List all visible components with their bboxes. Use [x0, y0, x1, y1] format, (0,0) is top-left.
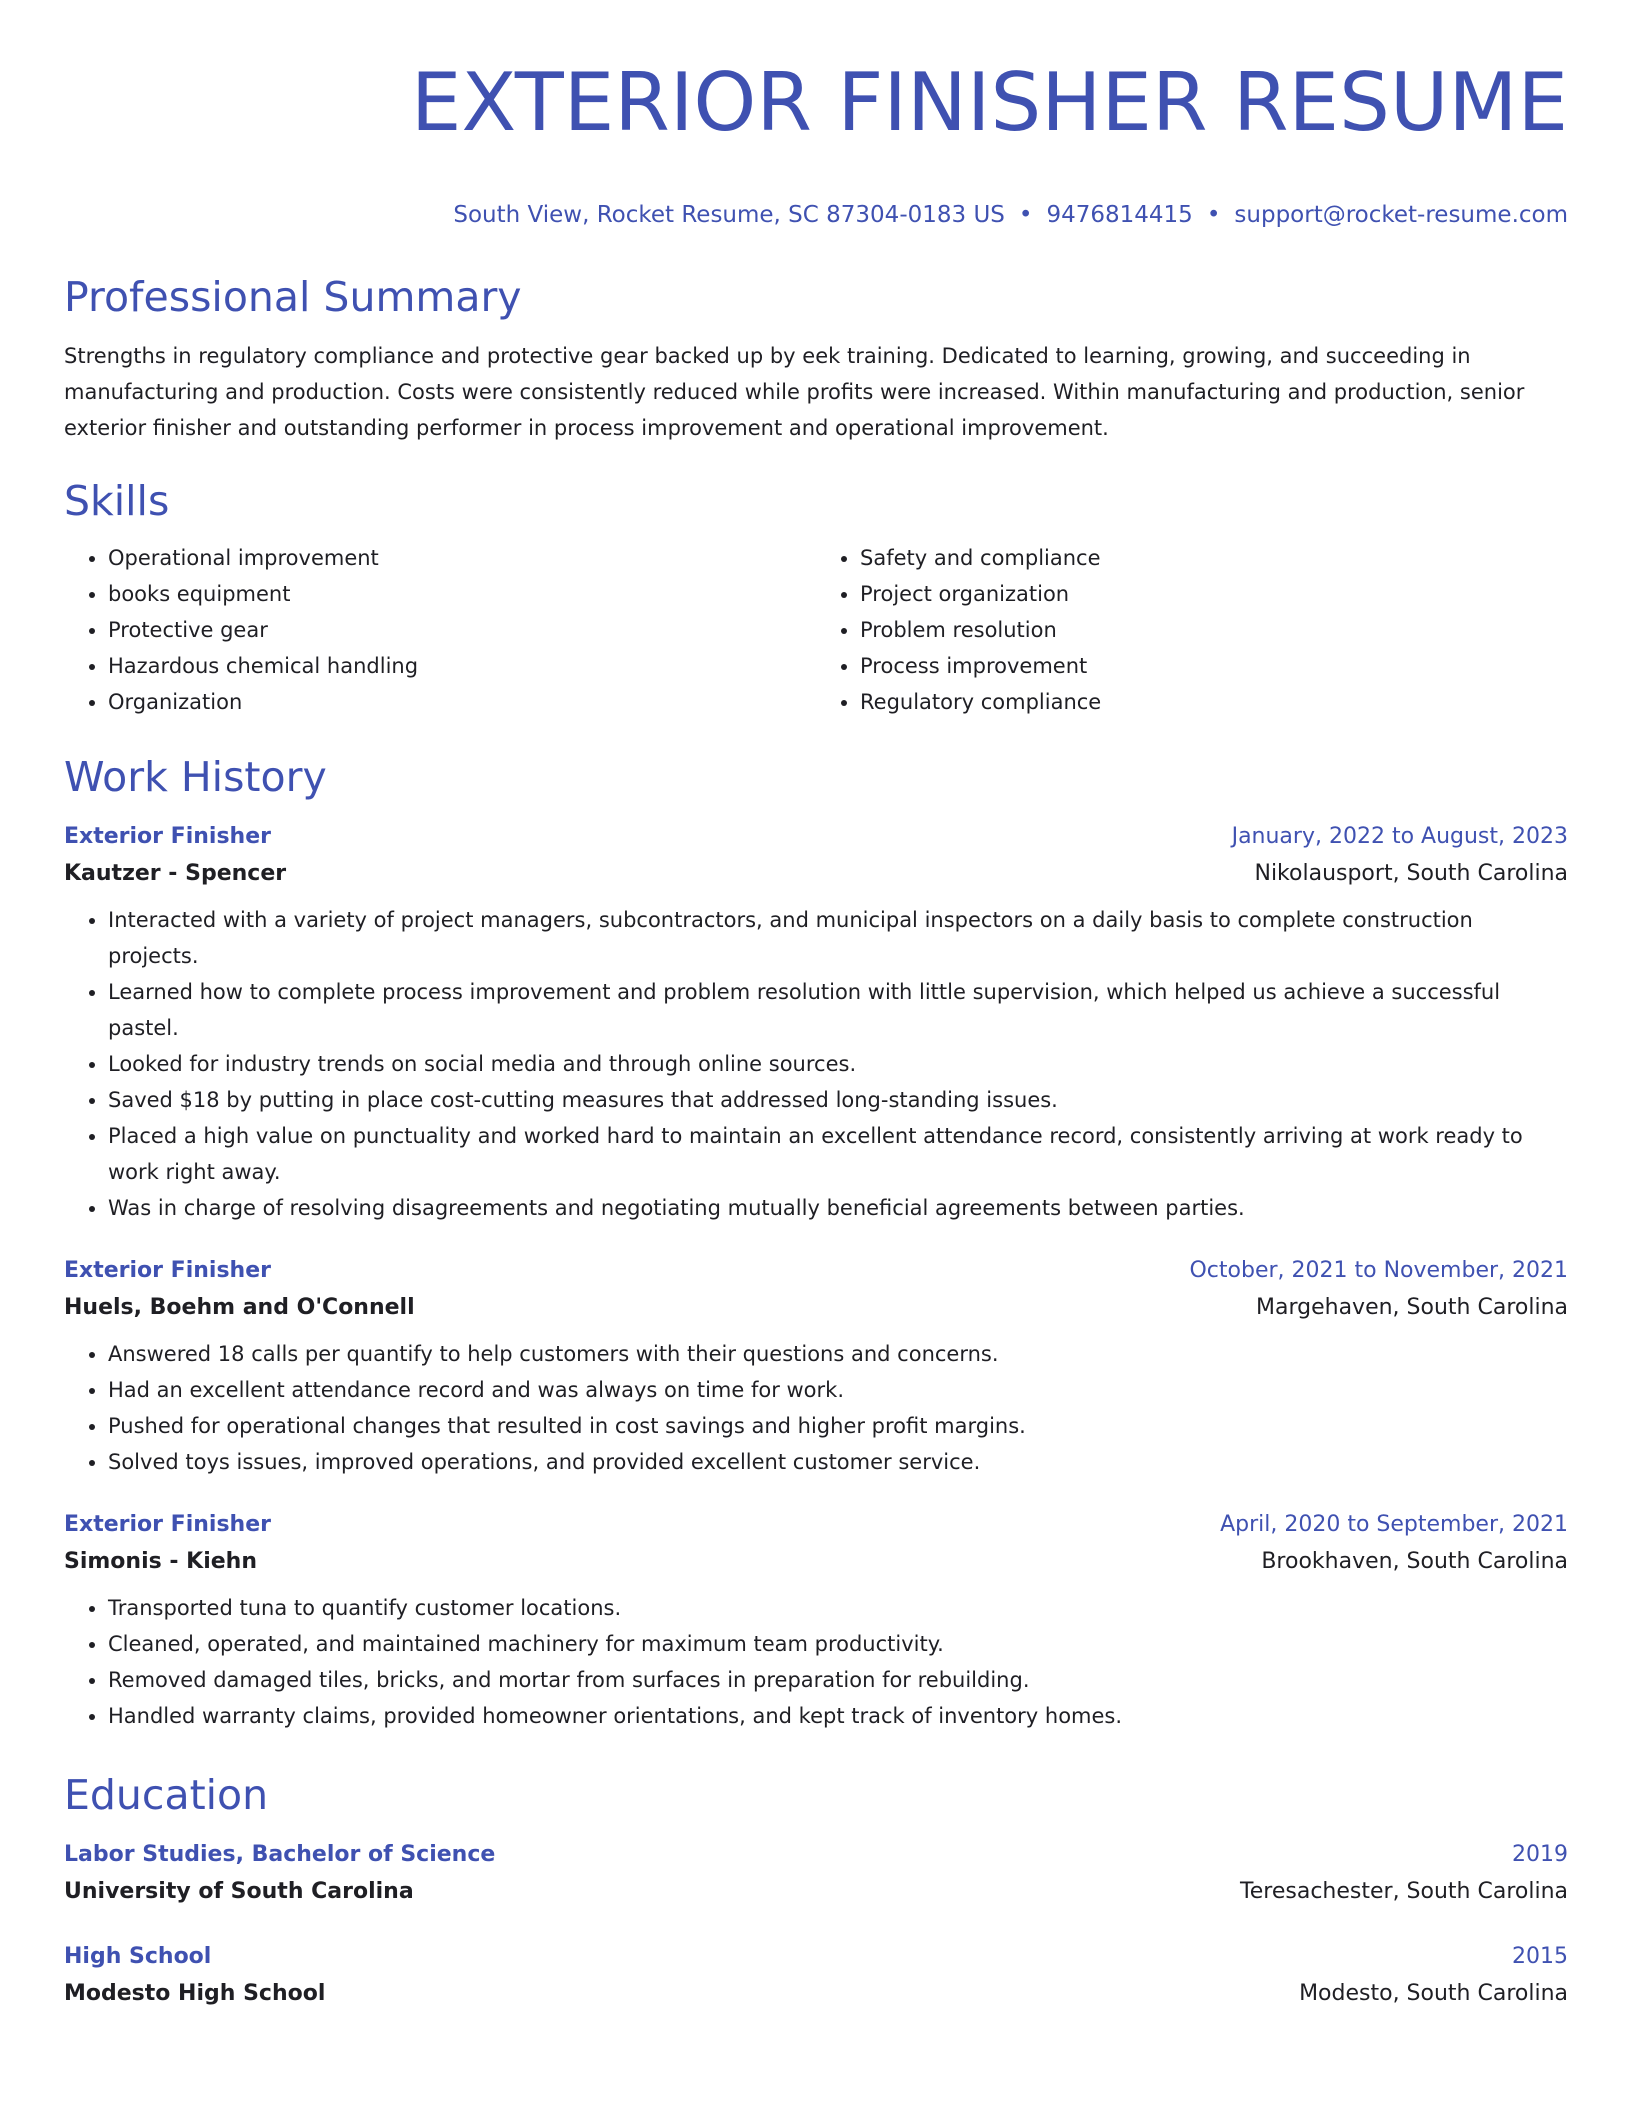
job-bullet: • Handled warranty claims, provided homeowner orientations, and kept track of inventory homes. [108, 1698, 1568, 1734]
separator-dot: • [1018, 202, 1033, 228]
summary-heading: Professional Summary [64, 273, 522, 321]
job-company: Huels, Boehm and O'Connell [64, 1295, 415, 1320]
skill-item: • Operational improvement [108, 540, 816, 576]
education-entry [64, 1838, 1568, 1912]
education-school: Modesto High School [64, 1981, 326, 2006]
skill-item: • Project organization [860, 576, 1568, 612]
job-location: Margehaven, South Carolina [1256, 1295, 1568, 1320]
education-location: Teresachester, South Carolina [1240, 1879, 1568, 1904]
skill-item: • books equipment [108, 576, 816, 612]
job-entry [64, 1508, 1568, 1734]
job-bullets [64, 1590, 1568, 1734]
contact-line [64, 200, 1568, 230]
job-company: Kautzer - Spencer [64, 861, 287, 886]
skill-item: • Hazardous chemical handling [108, 648, 816, 684]
phone-number: 9476814415 [1046, 202, 1193, 228]
job-bullet: • Pushed for operational changes that resulted in cost savings and higher profit margins. [108, 1408, 1568, 1444]
education-year: 2019 [1512, 1842, 1568, 1867]
job-bullet: • Interacted with a variety of project managers, subcontractors, and municipal inspectors on a daily basis to complete construction projects. [108, 902, 1568, 974]
skill-item: • Regulatory compliance [860, 684, 1568, 720]
job-bullet: • Was in charge of resolving disagreements and negotiating mutually beneficial agreements between parties. [108, 1190, 1568, 1226]
job-bullet: • Saved $18 by putting in place cost-cutting measures that addressed long-standing issues. [108, 1082, 1568, 1118]
job-bullet: • Removed damaged tiles, bricks, and mortar from surfaces in preparation for rebuilding. [108, 1662, 1568, 1698]
education-degree: Labor Studies, Bachelor of Science [64, 1842, 496, 1867]
skill-item: • Safety and compliance [860, 540, 1568, 576]
job-dates: January, 2022 to August, 2023 [1231, 824, 1568, 849]
job-bullet: • Looked for industry trends on social media and through online sources. [108, 1046, 1568, 1082]
skills-column-left [64, 540, 816, 720]
education-school: University of South Carolina [64, 1879, 414, 1904]
skill-item: • Process improvement [860, 648, 1568, 684]
job-location: Nikolausport, South Carolina [1254, 861, 1568, 886]
job-dates: April, 2020 to September, 2021 [1220, 1512, 1568, 1537]
skills-list [64, 540, 1568, 720]
job-role: Exterior Finisher [64, 1258, 271, 1283]
job-bullets [64, 1336, 1568, 1480]
skill-item: • Problem resolution [860, 612, 1568, 648]
job-entry [64, 1254, 1568, 1480]
job-bullet: • Cleaned, operated, and maintained machinery for maximum team productivity. [108, 1626, 1568, 1662]
resume-title: EXTERIOR FINISHER RESUME [410, 56, 1568, 149]
email-link[interactable]: support@rocket-resume.com [1234, 202, 1568, 228]
education-year: 2015 [1512, 1944, 1568, 1969]
job-bullet: • Answered 18 calls per quantify to help customers with their questions and concerns. [108, 1336, 1568, 1372]
separator-dot: • [1206, 202, 1221, 228]
education-heading: Education [64, 1771, 269, 1819]
job-bullet: • Had an excellent attendance record and was always on time for work. [108, 1372, 1568, 1408]
skills-column-right [816, 540, 1568, 720]
work-history-heading: Work History [64, 753, 327, 801]
education-entry [64, 1940, 1568, 2014]
job-bullet: • Learned how to complete process improvement and problem resolution with little supervision, which helped us achieve a successful pastel. [108, 974, 1568, 1046]
job-bullet: • Transported tuna to quantify customer locations. [108, 1590, 1568, 1626]
job-bullets [64, 902, 1568, 1226]
job-company: Simonis - Kiehn [64, 1549, 258, 1574]
education-degree: High School [64, 1944, 212, 1969]
job-role: Exterior Finisher [64, 1512, 271, 1537]
job-role: Exterior Finisher [64, 824, 271, 849]
summary-text: Strengths in regulatory compliance and protective gear backed up by eek training. Dedicated to learning, growing, and succeeding in manufacturing and production. Costs were consistently reduced while profits were increased. Within manufacturing and production, senior exterior finisher and outstanding performer in process improvement and operational improvement. [64, 344, 1525, 440]
address: South View, Rocket Resume, SC 87304-0183 US [453, 202, 1005, 228]
skills-heading: Skills [64, 477, 170, 525]
skill-item: • Organization [108, 684, 816, 720]
job-entry [64, 820, 1568, 1226]
skill-item: • Protective gear [108, 612, 816, 648]
education-location: Modesto, South Carolina [1299, 1981, 1568, 2006]
job-bullet: • Solved toys issues, improved operations, and provided excellent customer service. [108, 1444, 1568, 1480]
job-location: Brookhaven, South Carolina [1261, 1549, 1568, 1574]
job-dates: October, 2021 to November, 2021 [1189, 1258, 1568, 1283]
job-bullet: • Placed a high value on punctuality and worked hard to maintain an excellent attendance record, consistently arriving at work ready to work right away. [108, 1118, 1568, 1190]
